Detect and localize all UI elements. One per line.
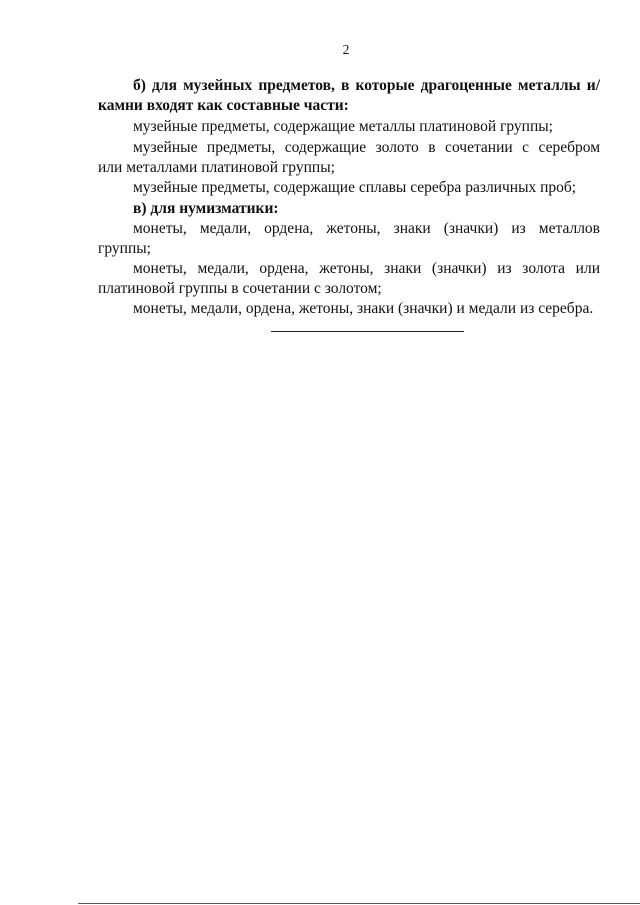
section-v-item-3: монеты, медали, ордена, жетоны, знаки (значки) и медали из серебра. xyxy=(133,300,594,317)
section-v-item-1-line1: монеты, медали, ордена, жетоны, знаки (значки) из металлов xyxy=(133,220,600,237)
section-b-item-3: музейные предметы, содержащие сплавы серебра различных проб; xyxy=(133,179,577,196)
section-v-item-1-line2: группы; xyxy=(98,240,151,257)
end-of-text-rule xyxy=(271,331,464,332)
section-b-heading-line1: б) для музейных предметов, в которые драгоценные металлы и/ xyxy=(133,77,600,94)
section-b-item-2-line1: музейные предметы, содержащие золото в сочетании с серебром xyxy=(133,139,600,156)
page-bottom-edge xyxy=(78,903,640,904)
page-number: 2 xyxy=(342,42,350,57)
section-v-item-2-line2: платиновой группы в сочетании с золотом; xyxy=(98,280,382,297)
section-b-item-1: музейные предметы, содержащие металлы платиновой группы; xyxy=(133,118,553,135)
section-v-heading: в) для нумизматики: xyxy=(133,200,279,217)
section-v-item-2-line1: монеты, медали, ордена, жетоны, знаки (значки) из золота или xyxy=(133,260,600,277)
section-b-item-2-line2: или металлами платиновой группы; xyxy=(98,159,335,176)
section-b-heading-line2: камни входят как составные части: xyxy=(98,97,349,114)
